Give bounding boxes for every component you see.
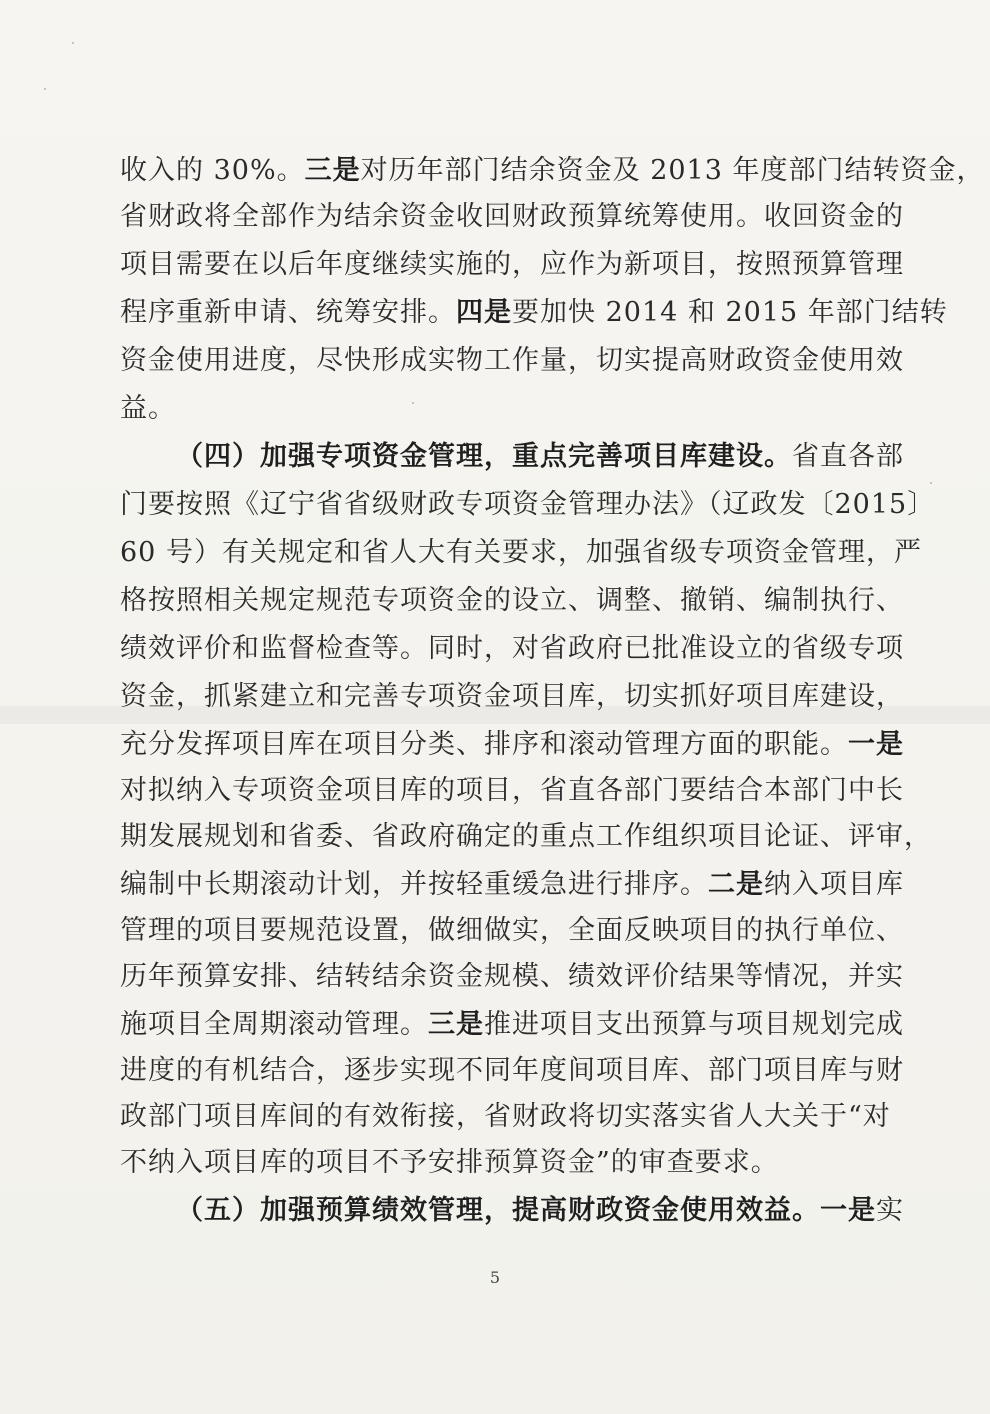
text-line: 对拟纳入专项资金项目库的项目，省直各部门要结合本部门中长	[120, 775, 904, 806]
text-line: 格按照相关规定规范专项资金的设立、调整、撤销、编制执行、	[120, 585, 904, 616]
text-line: 期发展规划和省委、省政府确定的重点工作组织项目论证、评审，	[120, 821, 932, 852]
text-line: 程序重新申请、统筹安排。四是要加快 2014 和 2015 年部门结转	[120, 297, 948, 328]
section-heading-line: （四）加强专项资金管理，重点完善项目库建设。省直各部	[176, 441, 904, 472]
text-line: 政部门项目库间的有效衔接，省财政将切实落实省人大关于“对	[120, 1101, 891, 1132]
text-line: 益。	[120, 393, 176, 424]
text-line: 不纳入项目库的项目不予安排预算资金”的审查要求。	[120, 1147, 779, 1178]
text-line: 资金使用进度，尽快形成实物工作量，切实提高财政资金使用效	[120, 345, 904, 376]
text-line: 60 号）有关规定和省人大有关要求，加强省级专项资金管理，严	[120, 537, 922, 568]
text-line: 历年预算安排、结转结余资金规模、绩效评价结果等情况，并实	[120, 961, 904, 992]
section-heading: （五）加强预算绩效管理，提高财政资金使用效益。	[176, 1195, 820, 1226]
text-line: 收入的 30%。三是对历年部门结余资金及 2013 年度部门结转资金，	[120, 155, 985, 186]
text-line: 项目需要在以后年度继续实施的，应作为新项目，按照预算管理	[120, 249, 904, 280]
scan-speck	[44, 88, 46, 90]
text-line: 编制中长期滚动计划，并按轻重缓急进行排序。二是纳入项目库	[120, 869, 904, 900]
section-heading-line: （五）加强预算绩效管理，提高财政资金使用效益。一是实	[176, 1195, 904, 1226]
text-line: 管理的项目要规范设置，做细做实，全面反映项目的执行单位、	[120, 915, 904, 946]
page-number: 5	[489, 1268, 501, 1287]
text-line: 门要按照《辽宁省省级财政专项资金管理办法》（辽政发〔2015〕	[120, 489, 936, 520]
text-line: 进度的有机结合，逐步实现不同年度间项目库、部门项目库与财	[120, 1055, 904, 1086]
text-line: 资金，抓紧建立和完善专项资金项目库，切实抓好项目库建设，	[120, 681, 904, 712]
text-line: 绩效评价和监督检查等。同时，对省政府已批准设立的省级专项	[120, 633, 904, 664]
text-line: 施项目全周期滚动管理。三是推进项目支出预算与项目规划完成	[120, 1009, 904, 1040]
scan-speck	[930, 482, 932, 484]
text-line: 充分发挥项目库在项目分类、排序和滚动管理方面的职能。一是	[120, 729, 904, 760]
scan-speck	[72, 42, 74, 44]
text-line: 省财政将全部作为结余资金收回财政预算统筹使用。收回资金的	[120, 201, 904, 232]
section-heading: （四）加强专项资金管理，重点完善项目库建设。	[176, 441, 792, 472]
